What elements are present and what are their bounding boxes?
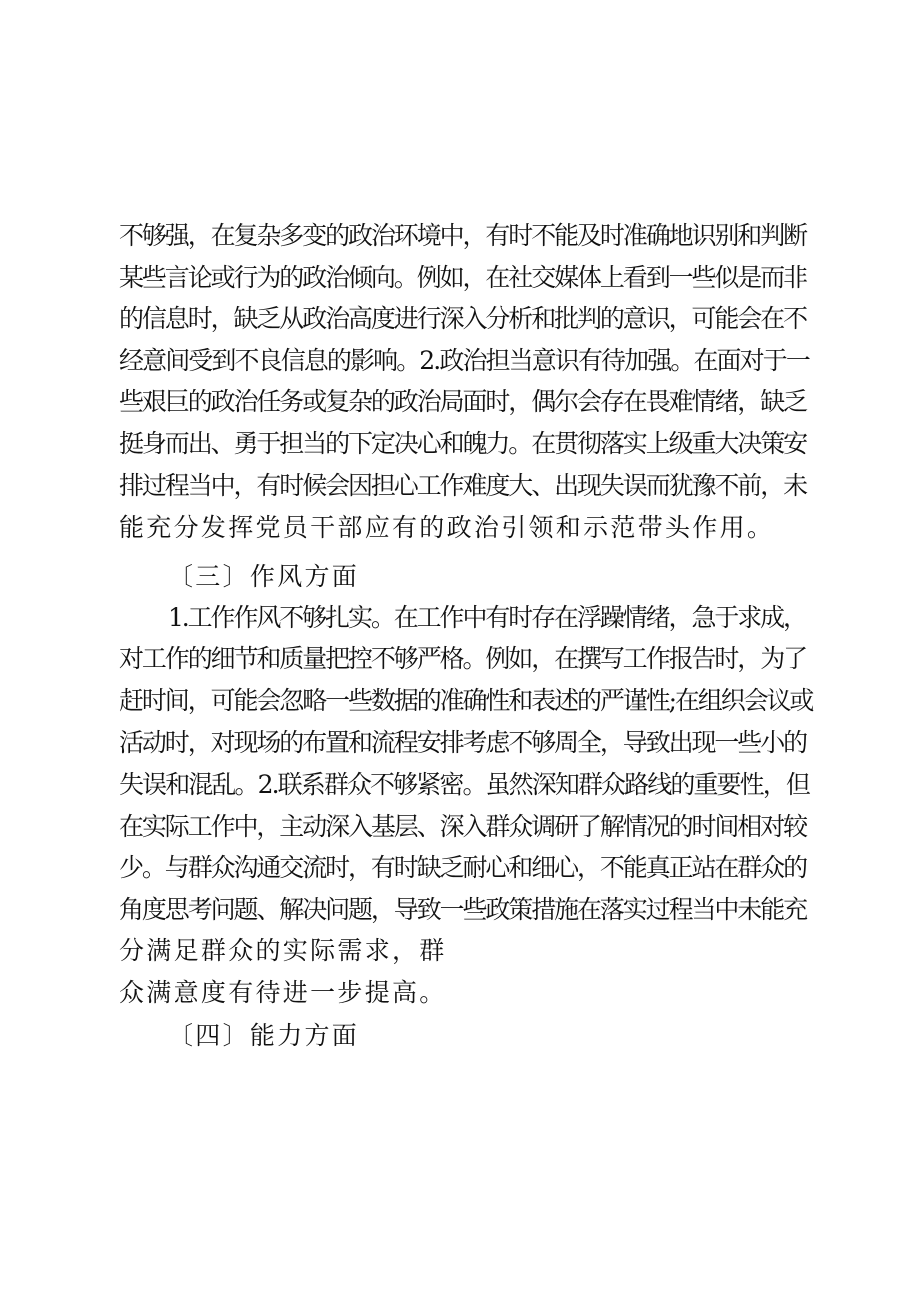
text-line: 某些言论或行为的政治倾向。例如，在社交媒体上看到一些似是而非 xyxy=(119,263,807,292)
text-line: 能充分发挥党员干部应有的政治引领和示范带头作用。 xyxy=(119,513,775,542)
text-line: 角度思考问题、解决问题，导致一些政策措施在落实过程当中未能充 xyxy=(119,895,807,924)
text-line: 众满意度有待进一步提高。 xyxy=(119,978,447,1007)
text-line: 在实际工作中，主动深入基层、深入群众调研了解情况的时间相对较 xyxy=(119,812,807,841)
text-line: 赶时间，可能会忽略一些数据的准确性和表述的严谨性;在组织会议或 xyxy=(119,686,813,715)
section-heading-3: 〔三〕作风方面 xyxy=(168,562,360,591)
text-line: 些艰巨的政治任务或复杂的政治局面时，偶尔会存在畏难情绪，缺乏 xyxy=(119,387,807,416)
text-line: 的信息时，缺乏从政治高度进行深入分析和批判的意识，可能会在不 xyxy=(119,304,807,333)
text-line: 挺身而出、勇于担当的下定决心和魄力。在贯彻落实上级重大决策安 xyxy=(119,429,807,458)
text-line: 失误和混乱。2.联系群众不够紧密。虽然深知群众路线的重要性，但 xyxy=(119,770,809,799)
text-line: 少。与群众沟通交流时，有时缺乏耐心和细心，不能真正站在群众的 xyxy=(119,853,807,882)
text-line: 排过程当中，有时候会因担心工作难度大、出现失误而犹豫不前，未 xyxy=(119,471,807,500)
text-line: 1.工作作风不够扎实。在工作中有时存在浮躁情绪，急于求成， xyxy=(168,603,806,632)
text-line: 分满足群众的实际需求，群 xyxy=(119,936,447,965)
text-line: 活动时，对现场的布置和流程安排考虑不够周全，导致出现一些小的 xyxy=(119,728,807,757)
text-line: 经意间受到不良信息的影响。2.政治担当意识有待加强。在面对于一 xyxy=(119,346,809,375)
text-line: 不够强，在复杂多变的政治环境中，有时不能及时准确地识别和判断 xyxy=(119,221,807,250)
section-heading-4: 〔四〕能力方面 xyxy=(168,1021,360,1050)
text-line: 对工作的细节和质量把控不够严格。例如，在撰写工作报告时，为了 xyxy=(119,644,807,673)
